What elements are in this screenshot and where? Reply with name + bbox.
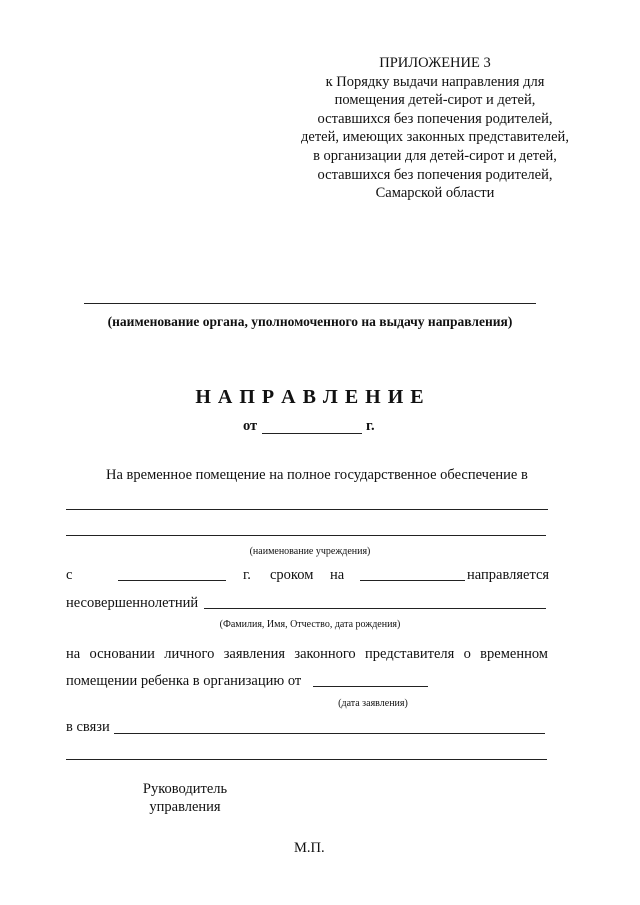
reason-label: в связи [66,719,110,735]
annex-header [300,54,570,203]
authority-caption: (наименование органа, уполномоченного на выдачу направления) [107,314,513,329]
stamp-label: М.П. [294,840,325,856]
basis-line-1: на основании личного заявления законного представителя о временном [66,646,548,662]
term-on-label: на [330,567,345,583]
intro-text: На временное помещение на полное государственное обеспечение в [106,467,528,483]
minor-label: несовершеннолетний [66,595,199,611]
signature-line-2: управления [149,799,221,815]
term-from-blank [118,580,226,581]
date-blank [262,433,362,434]
term-label: сроком [270,567,314,583]
reason-blank-2 [66,759,547,760]
institution-caption: (наименование учреждения) [249,546,371,557]
sent-label: направляется [467,567,550,583]
document-title: Н А П Р А В Л Е Н И Е [195,386,425,408]
application-caption: (дата заявления) [338,698,408,709]
annex-text: к Порядку выдачи направления для помещения детей-сирот и детей, оставшихся без попечения родителей, детей, имеющих законных представителей, в организации для детей-сирот и детей, оставшихся без попечения родителей, Самарской области [301,73,569,202]
basis-line-2: помещении ребенка в организацию от [66,673,302,689]
signature-line-1: Руководитель [142,781,228,797]
term-from-label: с [66,567,73,583]
term-blank [360,580,465,581]
date-prefix: от [243,418,258,434]
date-suffix: г. [366,418,375,434]
term-year-label: г. [243,567,251,583]
annex-title: ПРИЛОЖЕНИЕ 3 [379,55,491,71]
application-date-blank [313,686,428,687]
minor-blank [204,608,546,609]
authority-line [84,303,536,304]
institution-line-1 [66,509,548,510]
reason-blank-1 [114,733,545,734]
signature-block [130,781,240,816]
institution-line-2 [66,535,546,536]
person-caption: (Фамилия, Имя, Отчество, дата рождения) [219,619,401,630]
